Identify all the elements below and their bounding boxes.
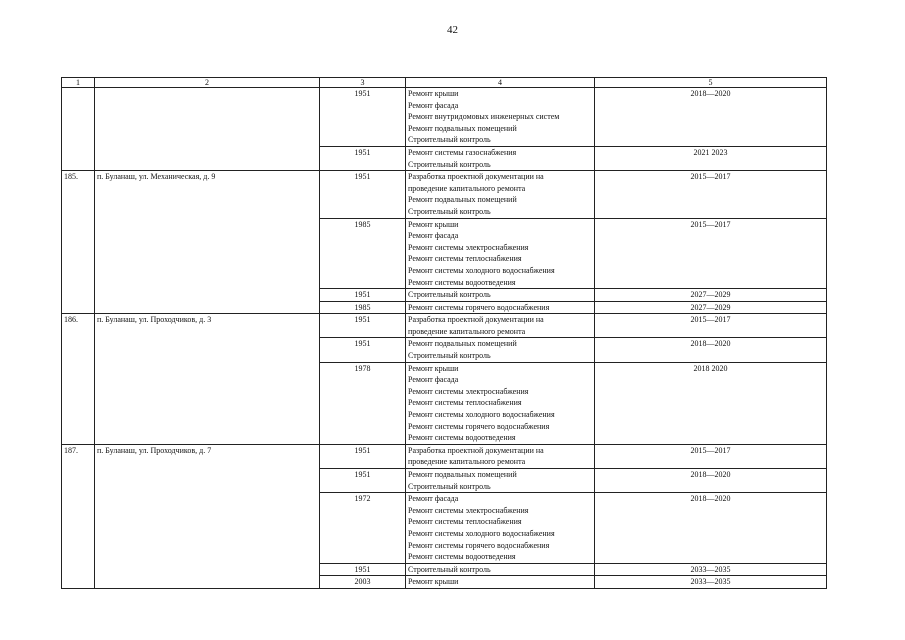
column-number-1: 1 [62,78,95,88]
column-number-row [62,78,827,88]
work-types [406,146,595,170]
work-types [406,563,595,576]
page-number: 42 [447,24,458,36]
work-item: проведение капитального ремонта [408,326,526,336]
repair-period: 2015—2017 [595,444,827,468]
work-item: Ремонт системы электроснабжения [408,242,529,252]
column-number-5: 5 [595,78,827,88]
work-item: Ремонт фасада [408,375,459,385]
object-address [95,88,320,171]
work-item: Ремонт системы горячего водоснабжения [408,540,550,550]
repair-period: 2018—2020 [595,338,827,362]
repair-period: 2033—2035 [595,563,827,576]
work-item: Строительный контроль [408,564,491,574]
work-item: Строительный контроль [408,290,491,300]
build-year: 1985 [320,301,406,314]
table-row [62,314,827,338]
repair-period: 2015—2017 [595,218,827,289]
work-types [406,444,595,468]
repair-period: 2015—2017 [595,171,827,218]
work-item: Ремонт системы теплоснабжения [408,398,522,408]
work-types [406,301,595,314]
capital-repair-table [61,77,827,589]
work-item: Разработка проектной документации на [408,315,544,325]
table-body [62,78,827,589]
work-item: проведение капитального ремонта [408,183,526,193]
object-number: 187. [62,444,95,588]
work-item: Ремонт системы электроснабжения [408,386,529,396]
work-types [406,469,595,493]
work-item: Ремонт подвальных помещений [408,123,517,133]
work-item: Ремонт системы электроснабжения [408,505,529,515]
work-types [406,576,595,589]
work-item: Ремонт подвальных помещений [408,470,517,479]
repair-period: 2018—2020 [595,469,827,493]
build-year: 1951 [320,289,406,302]
work-item: Ремонт внутридомовых инженерных систем [408,112,560,122]
object-address: п. Буланаш, ул. Механическая, д. 9 [95,171,320,314]
work-item: Ремонт фасада [408,100,459,110]
repair-period: 2018 2020 [595,362,827,444]
work-item: Строительный контроль [408,135,491,145]
object-address: п. Буланаш, ул. Проходчиков, д. 7 [95,444,320,588]
build-year: 1951 [320,88,406,147]
work-item: Ремонт системы холодного водоснабжения [408,265,555,275]
repair-period: 2015—2017 [595,314,827,338]
object-number: 186. [62,314,95,445]
work-item: Строительный контроль [408,481,491,491]
repair-period: 2033—2035 [595,576,827,589]
work-item: Ремонт фасада [408,231,459,241]
column-number-3: 3 [320,78,406,88]
repair-period: 2027—2029 [595,289,827,302]
object-number: 185. [62,171,95,314]
build-year: 1951 [320,146,406,170]
work-types [406,338,595,362]
repair-period: 2021 2023 [595,146,827,170]
work-types [406,493,595,564]
repair-period: 2027—2029 [595,301,827,314]
build-year: 1985 [320,218,406,289]
work-item: Ремонт фасада [408,494,459,504]
work-item: Ремонт системы водоотведения [408,552,516,562]
work-item: Ремонт системы водоотведения [408,433,516,443]
work-item: Ремонт системы водоотведения [408,277,516,287]
work-types [406,171,595,218]
build-year: 2003 [320,576,406,589]
work-item: Ремонт крыши [408,363,459,373]
repair-period: 2018—2020 [595,493,827,564]
repair-period: 2018—2020 [595,88,827,147]
build-year: 1951 [320,171,406,218]
work-item: Ремонт системы холодного водоснабжения [408,528,555,538]
object-number [62,88,95,171]
work-types [406,289,595,302]
work-item: Ремонт системы теплоснабжения [408,254,522,264]
work-item: Ремонт крыши [408,89,459,98]
build-year: 1972 [320,493,406,564]
build-year: 1951 [320,314,406,338]
table-row [62,88,827,147]
work-item: Ремонт системы горячего водоснабжения [408,421,550,431]
work-item: Строительный контроль [408,206,491,216]
work-item: Ремонт крыши [408,219,459,229]
work-item: Ремонт системы газоснабжения [408,147,517,157]
work-item: Ремонт системы горячего водоснабжения [408,302,550,312]
table-row [62,444,827,468]
work-item: Ремонт подвальных помещений [408,339,517,349]
work-item: Разработка проектной документации на [408,172,544,182]
work-item: Разработка проектной документации на [408,445,544,455]
build-year: 1951 [320,444,406,468]
work-item: проведение капитального ремонта [408,457,526,467]
column-number-4: 4 [406,78,595,88]
work-types [406,314,595,338]
work-item: Ремонт крыши [408,577,459,587]
column-number-2: 2 [95,78,320,88]
work-types [406,362,595,444]
work-item: Строительный контроль [408,351,491,361]
build-year: 1951 [320,338,406,362]
build-year: 1978 [320,362,406,444]
build-year: 1951 [320,469,406,493]
object-address: п. Буланаш, ул. Проходчиков, д. 3 [95,314,320,445]
work-item: Ремонт подвальных помещений [408,195,517,205]
work-types [406,218,595,289]
table-row [62,171,827,218]
work-item: Ремонт системы холодного водоснабжения [408,410,555,420]
build-year: 1951 [320,563,406,576]
work-item: Ремонт системы теплоснабжения [408,517,522,527]
work-item: Строительный контроль [408,159,491,169]
work-types [406,88,595,147]
